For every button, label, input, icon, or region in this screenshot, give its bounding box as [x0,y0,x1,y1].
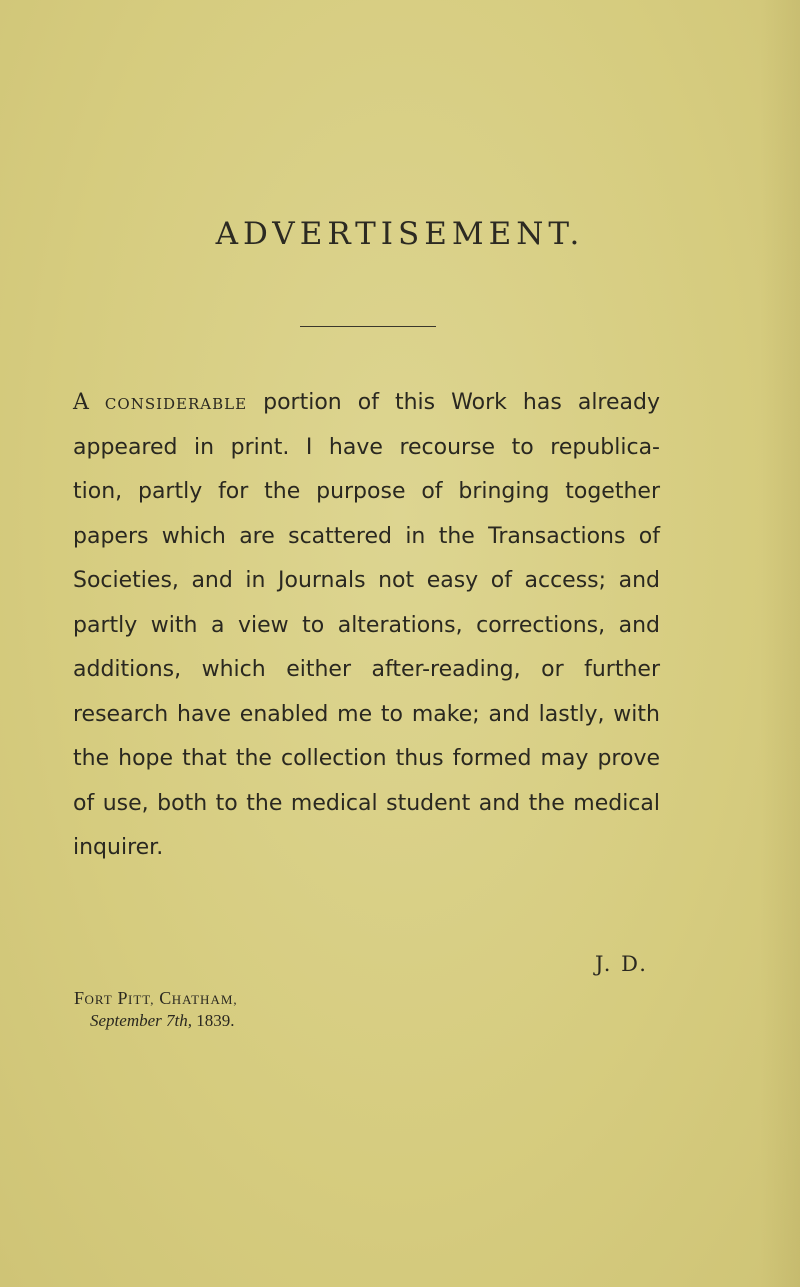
author-initials: J. D. [595,952,648,976]
heading-rule [300,326,436,327]
paragraph-line: appeared in print. I have recourse to republica- [73,434,660,460]
paragraph-line: the hope that the collection thus formed may prove [73,746,660,771]
paragraph-line: of use, both to the medical student and the medical [73,790,660,816]
paragraph-line [73,381,660,426]
paragraph-lead: A CONSIDERABLE [73,390,248,415]
paragraph-line: additions, which either after-reading, or further [73,657,660,682]
paragraph-line: research have enabled me to make; and lastly, with [73,701,660,727]
page-edge-shadow [760,0,800,1287]
place-line [74,987,238,1011]
advertisement-paragraph [73,381,660,871]
date-year: 1839. [196,1011,235,1030]
date-month-day: September 7th, [90,1011,192,1030]
paragraph-line: papers which are scattered in the Transactions of [73,523,660,549]
paragraph-line: inquirer. [73,835,164,860]
page-heading: ADVERTISEMENT. [215,216,585,252]
paragraph-line-1-text: portion of this Work has already [263,390,660,415]
paragraph-lead-smallcaps: CONSIDERABLE [104,395,248,413]
paragraph-line: partly with a view to alterations, corrections, and [73,612,660,638]
date-line [90,1011,234,1031]
paragraph-line: tion, partly for the purpose of bringing together [73,479,660,504]
paragraph-line: Societies, and in Journals not easy of access; and [73,568,660,593]
place-text: FORT PITT, CHATHAM, [74,988,238,1008]
